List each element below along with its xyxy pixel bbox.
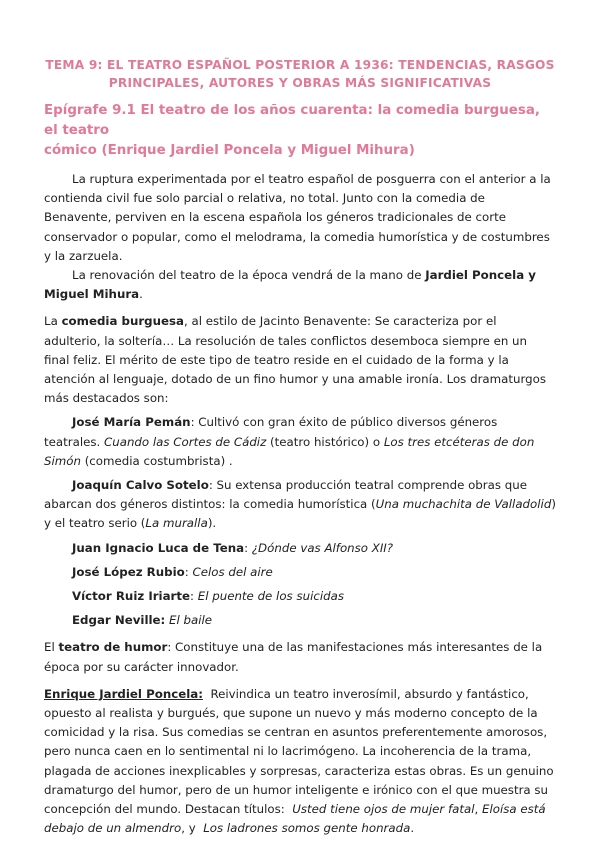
author-lopez (44, 563, 556, 582)
intro-paragraph-2 (44, 266, 556, 304)
author-calvo-end: ). (207, 516, 217, 531)
author-peman-work-1: Cuando las Cortes de Cádiz (104, 434, 267, 449)
author-lopez-sep: : (184, 564, 193, 579)
author-ruiz-work: El puente de los suicidas (197, 589, 344, 604)
author-peman-name: José María Pemán (72, 415, 191, 430)
author-ruiz-name: Víctor Ruiz Iriarte (72, 589, 191, 604)
humor-term: teatro de humor (58, 640, 168, 655)
jardiel-work-3: Los ladrones somos gente honrada (203, 821, 411, 836)
jardiel-work-1: Usted tiene ojos de mujer fatal (292, 802, 475, 817)
author-calvo (44, 476, 556, 534)
jardiel-text: Reivindica un teatro inverosímil, absurdo y fantástico, opuesto al realista y burgués, que supone un nuevo y más moderno concepto de la comicidad y la risa. Sus comedias se centran en asuntos preferentemente amorosos, pero nunca caen en lo sentimental ni lo lacrimógeno. La incoherencia de la trama, plagada de acciones inexplicables y sorpresas, caracteriza estas obras. Es un genuino dramaturgo del humor, pero de un humor inteligente e irónico con el que muestra su concepción del mundo. Destacan títulos: (44, 686, 558, 817)
author-ruiz-sep: : (190, 589, 198, 604)
section-heading-line-2: cómico (Enrique Jardiel Poncela y Miguel Mihura) (44, 143, 415, 158)
author-peman-text: : Cultivó con gran éxito de público diversos géneros teatrales. (44, 415, 498, 449)
document-title (44, 56, 556, 92)
author-ruiz (44, 587, 556, 606)
author-peman-end: (comedia costumbrista) . (80, 453, 233, 468)
intro-p2-text: La renovación del teatro de la época vendrá de la mano de (72, 268, 426, 283)
author-lopez-work: Celos del aire (192, 564, 273, 579)
author-calvo-work-1: Una muchachita de Valladolid (375, 497, 552, 512)
intro-p2-end: . (139, 287, 143, 302)
humor-text: : Constituye una de las manifestaciones más interesantes de la época por su carácter innovador. (44, 640, 543, 674)
jardiel-paragraph (44, 685, 556, 839)
author-luca-sep: : (244, 540, 252, 555)
author-neville (44, 611, 556, 630)
comedia-lead: La (44, 314, 62, 329)
comedia-text: , al estilo de Jacinto Benavente: Se caracteriza por el adulterio, la soltería… La resolución de tales conflictos desemboca siempre en un final feliz. El mérito de este tipo de teatro reside en el cuidado de la forma y la atención al lenguaje, dotado de un fino humor y una amable ironía. Los dramaturgos más destacados son: (44, 314, 546, 406)
document-title-line-2: PRINCIPALES, AUTORES Y OBRAS MÁS SIGNIFICATIVAS (108, 76, 492, 90)
author-luca-work: ¿Dónde vas Alfonso XII? (251, 540, 394, 555)
author-calvo-work-2: La muralla (145, 516, 208, 531)
section-heading-line-1: Epígrafe 9.1 El teatro de los años cuarenta: la comedia burguesa, el teatro (44, 103, 540, 138)
author-calvo-name: Joaquín Calvo Sotelo (72, 478, 209, 493)
author-lopez-name: José López Rubio (72, 564, 185, 579)
jardiel-name: Enrique Jardiel Poncela: (44, 686, 203, 701)
author-peman-work-2: Los tres etcéteras de don Simón (44, 434, 535, 468)
author-calvo-text: : Su extensa producción teatral comprende obras que abarcan dos géneros distintos: la comedia humorística ( (44, 478, 527, 512)
author-luca (44, 539, 556, 558)
author-neville-work: El baile (169, 613, 213, 628)
author-peman (44, 413, 556, 471)
jardiel-work-2: Eloísa está debajo de un almendro (44, 802, 546, 836)
author-calvo-mid: ) y el teatro serio ( (44, 497, 556, 531)
author-peman-mid: (teatro histórico) o (266, 434, 384, 449)
jardiel-sep-2: , y (181, 821, 204, 836)
humor-paragraph (44, 638, 556, 676)
comedia-term: comedia burguesa (61, 314, 184, 329)
section-heading (44, 101, 556, 161)
humor-lead: El (44, 640, 59, 655)
author-luca-name: Juan Ignacio Luca de Tena (72, 540, 245, 555)
intro-p2-authors: Jardiel Poncela y Miguel Mihura (44, 268, 536, 302)
jardiel-end: . (410, 821, 415, 836)
author-neville-name: Edgar Neville: (72, 613, 166, 628)
intro-paragraph-1: La ruptura experimentada por el teatro español de posguerra con el anterior a la contienda civil fue solo parcial o relativa, no total. Junto con la comedia de Benavente, perviven en la escena española los géneros tradicionales de corte conservador o popular, como el melodrama, la comedia humorística y de costumbres y la zarzuela. (44, 172, 551, 263)
jardiel-sep-1: , (474, 802, 483, 817)
comedia-paragraph (44, 312, 556, 408)
document-title-line-1: TEMA 9: EL TEATRO ESPAÑOL POSTERIOR A 1936: TENDENCIAS, RASGOS (45, 58, 555, 72)
